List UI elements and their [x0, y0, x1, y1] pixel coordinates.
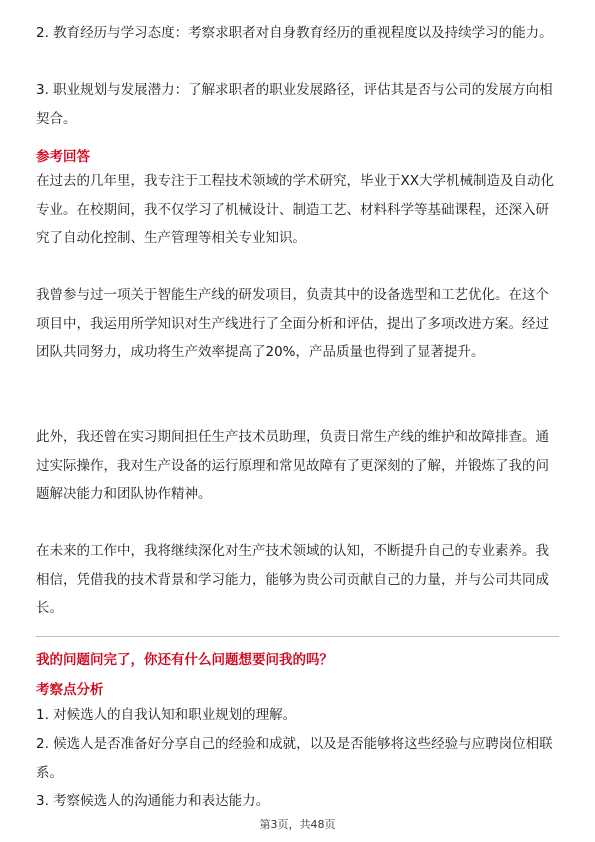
section-divider: [36, 636, 559, 637]
analysis-item-2: 2. 候选人是否准备好分享自己的经验和成就，以及是否能够将这些经验与应聘岗位相联系。: [36, 736, 553, 781]
reference-answer-heading: 参考回答: [36, 149, 90, 165]
intro-item-2: 2. 教育经历与学习态度：考察求职者对自身教育经历的重视程度以及持续学习的能力。: [36, 25, 553, 41]
analysis-heading: 考察点分析: [36, 682, 104, 698]
question-heading: 我的问题问完了，你还有什么问题想要问我的吗？: [36, 652, 333, 668]
answer-paragraph: 在未来的工作中，我将继续深化对生产技术领域的认知，不断提升自己的专业素养。我相信，凭借我的技术背景和学习能力，能够为贵公司贡献自己的力量，并与公司共同成长。: [36, 543, 549, 616]
analysis-item-1: 1. 对候选人的自我认知和职业规划的理解。: [36, 707, 297, 723]
answer-paragraph: 我曾参与过一项关于智能生产线的研发项目，负责其中的设备选型和工艺优化。在这个项目中，我运用所学知识对生产线进行了全面分析和评估，提出了多项改进方案。经过团队共同努力，成功将生产效率提高了20%，产品质量也得到了显著提升。: [36, 287, 549, 360]
intro-item-3: 3. 职业规划与发展潜力：了解求职者的职业发展路径，评估其是否与公司的发展方向相契合。: [36, 82, 553, 127]
page-footer: 第3页，共48页: [259, 818, 336, 831]
answer-paragraph: 此外，我还曾在实习期间担任生产技术员助理，负责日常生产线的维护和故障排查。通过实际操作，我对生产设备的运行原理和常见故障有了更深刻的了解，并锻炼了我的问题解决能力和团队协作精神。: [36, 429, 549, 502]
answer-paragraph: 在过去的几年里，我专注于工程技术领域的学术研究，毕业于XX大学机械制造及自动化专业。在校期间，我不仅学习了机械设计、制造工艺、材料科学等基础课程，还深入研究了自动化控制、生产管理等相关专业知识。: [36, 173, 554, 246]
analysis-item-3: 3. 考察候选人的沟通能力和表达能力。: [36, 793, 270, 809]
